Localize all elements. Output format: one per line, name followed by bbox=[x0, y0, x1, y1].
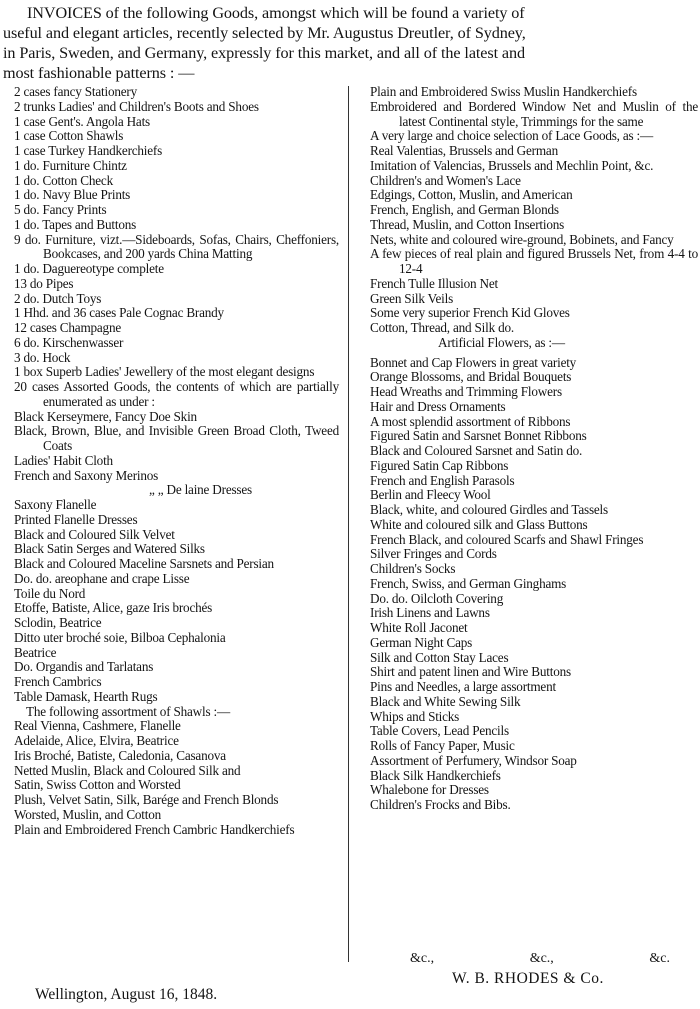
goods-item: Printed Flanelle Dresses bbox=[14, 511, 138, 527]
goods-item: Bonnet and Cap Flowers in great variety bbox=[370, 354, 577, 370]
goods-item: 1 do. Furniture Chintz bbox=[14, 157, 127, 173]
goods-item: Children's Frocks and Bibs. bbox=[370, 797, 511, 812]
intro-paragraph bbox=[3, 3, 697, 83]
goods-item: Thread, Muslin, and Cotton Insertions bbox=[370, 216, 565, 232]
goods-item: 2 cases fancy Stationery bbox=[14, 84, 137, 99]
goods-item: Rolls of Fancy Paper, Music bbox=[370, 738, 515, 753]
goods-item: Green Silk Veils bbox=[370, 290, 454, 306]
goods-item: Irish Linens and Lawns bbox=[370, 605, 490, 621]
etc-mark: &c., bbox=[529, 951, 554, 966]
goods-item: French Cambrics bbox=[14, 674, 102, 689]
goods-item: Saxony Flanelle bbox=[14, 497, 97, 512]
goods-item: 1 box Superb Ladies' Jewellery of the most elegant designs bbox=[14, 364, 315, 380]
goods-item: Hair and Dress Ornaments bbox=[370, 398, 506, 414]
goods-item: 1 case Turkey Handkerchiefs bbox=[14, 143, 163, 158]
goods-item: A most splendid assortment of Ribbons bbox=[370, 413, 571, 429]
goods-item: Silver Fringes and Cords bbox=[370, 546, 497, 562]
goods-item: Whips and Sticks bbox=[370, 708, 460, 724]
goods-item: Real Vienna, Cashmere, Flanelle bbox=[14, 718, 181, 734]
goods-item: 1 do. Navy Blue Prints bbox=[14, 187, 131, 203]
goods-item: Real Valentias, Brussels and German bbox=[370, 143, 558, 158]
goods-item: Figured Satin and Sarsnet Bonnet Ribbons bbox=[370, 428, 587, 444]
goods-item: Table Covers, Lead Pencils bbox=[370, 723, 509, 739]
goods-item: 12 cases Champagne bbox=[14, 320, 121, 335]
goods-item: Sclodin, Beatrice bbox=[14, 615, 102, 630]
goods-item: Plush, Velvet Satin, Silk, Barége and French Blonds bbox=[14, 792, 279, 807]
goods-item: Black, white, and coloured Girdles and Tassels bbox=[370, 502, 608, 517]
goods-item: 2 trunks Ladies' and Children's Boots and Shoes bbox=[14, 98, 259, 114]
goods-item: Nets, white and coloured wire-ground, Bobinets, and Fancy bbox=[370, 231, 674, 247]
goods-item: French Black, and coloured Scarfs and Shawl Fringes bbox=[370, 531, 644, 547]
goods-item: 1 do. Cotton Check bbox=[14, 172, 113, 188]
goods-item: French, English, and German Blonds bbox=[370, 202, 559, 217]
goods-item: Plain and Embroidered Swiss Muslin Handkerchiefs bbox=[370, 84, 637, 99]
goods-item: A very large and choice selection of Lace Goods, as :— bbox=[370, 128, 654, 144]
goods-item: Some very superior French Kid Gloves bbox=[370, 305, 570, 321]
goods-item: 1 do. Tapes and Buttons bbox=[14, 216, 137, 232]
goods-item: Black and Coloured Sarsnet and Satin do. bbox=[370, 443, 583, 458]
goods-item: Orange Blossoms, and Bridal Bouquets bbox=[370, 369, 572, 385]
goods-item: White and coloured silk and Glass Buttons bbox=[370, 516, 588, 532]
goods-item: Black and Coloured Silk Velvet bbox=[14, 526, 175, 542]
goods-item: Pins and Needles, a large assortment bbox=[370, 679, 556, 694]
goods-item: 1 Hhd. and 36 cases Pale Cognac Brandy bbox=[14, 305, 224, 321]
goods-item: Children's and Women's Lace bbox=[370, 172, 521, 188]
goods-item: A few pieces of real plain and figured Brussels Net, from 4-4 to 12-4 bbox=[370, 246, 698, 276]
goods-item: Embroidered and Bordered Window Net and Muslin of the latest Continental style, Trimmings for the same bbox=[370, 98, 698, 129]
goods-item: The following assortment of Shawls :— bbox=[26, 703, 230, 719]
goods-item: Figured Satin Cap Ribbons bbox=[370, 457, 509, 473]
goods-item: 1 case Cotton Shawls bbox=[14, 128, 124, 144]
goods-item: 1 do. Daguereotype complete bbox=[14, 261, 164, 276]
goods-item: Silk and Cotton Stay Laces bbox=[370, 649, 509, 665]
goods-item: Iris Broché, Batiste, Caledonia, Casanova bbox=[14, 747, 226, 763]
goods-item: Assortment of Perfumery, Windsor Soap bbox=[370, 752, 577, 768]
goods-item: Ditto uter broché soie, Bilboa Cephalonia bbox=[14, 629, 226, 645]
goods-item: Cotton, Thread, and Silk do. bbox=[370, 320, 514, 335]
goods-item: „ „ De laine Dresses bbox=[149, 482, 252, 498]
intro-line: INVOICES of the following Goods, amongst which will be found a variety of bbox=[27, 4, 525, 22]
right-goods-column bbox=[370, 85, 698, 813]
goods-item: Black Satin Serges and Watered Silks bbox=[14, 541, 205, 557]
goods-item: French and English Parasols bbox=[370, 472, 515, 488]
goods-item: Whalebone for Dresses bbox=[370, 782, 489, 798]
goods-item: Do. Organdis and Tarlatans bbox=[14, 659, 154, 675]
goods-item: 1 case Gent's. Angola Hats bbox=[14, 113, 150, 129]
goods-item: 13 do Pipes bbox=[14, 275, 74, 291]
goods-item: Children's Socks bbox=[370, 561, 456, 576]
intro-line: useful and elegant articles, recently selected by Mr. Augustus Dreutler, of Sydney, bbox=[3, 24, 526, 42]
goods-item: White Roll Jaconet bbox=[370, 620, 468, 635]
goods-item: Worsted, Muslin, and Cotton bbox=[14, 806, 162, 822]
column-divider bbox=[348, 86, 349, 962]
goods-item: Black and Coloured Maceline Sarsnets and Persian bbox=[14, 556, 274, 571]
merchant-signature: W. B. RHODES & Co. bbox=[452, 970, 604, 987]
goods-item: Do. do. Oilcloth Covering bbox=[370, 590, 504, 606]
goods-item: Shirt and patent linen and Wire Buttons bbox=[370, 664, 571, 680]
goods-item: French, Swiss, and German Ginghams bbox=[370, 575, 567, 591]
goods-item: 6 do. Kirschenwasser bbox=[14, 334, 124, 350]
goods-item: French and Saxony Merinos bbox=[14, 467, 159, 483]
goods-item: Etoffe, Batiste, Alice, gaze Iris brochés bbox=[14, 600, 213, 616]
goods-item: 9 do. Furniture, vizt.—Sideboards, Sofas, Chairs, Cheffoniers, Bookcases, and 200 yards China Matting bbox=[14, 231, 339, 262]
goods-item: Artificial Flowers, as :— bbox=[438, 334, 565, 350]
goods-item: Edgings, Cotton, Muslin, and American bbox=[370, 187, 573, 203]
intro-line: in Paris, Sweden, and Germany, expressly for this market, and all of the latest and bbox=[3, 44, 525, 62]
etcetera-line bbox=[410, 951, 670, 967]
goods-item: 20 cases Assorted Goods, the contents of which are partially enumerated as under : bbox=[14, 379, 339, 409]
goods-item: Do. do. areophane and crape Lisse bbox=[14, 570, 190, 586]
goods-item: Imitation of Valencias, Brussels and Mechlin Point, &c. bbox=[370, 157, 654, 173]
goods-item: Satin, Swiss Cotton and Worsted bbox=[14, 777, 181, 793]
goods-item: Table Damask, Hearth Rugs bbox=[14, 688, 158, 704]
goods-item: Black Kerseymere, Fancy Doe Skin bbox=[14, 408, 197, 424]
goods-item: Beatrice bbox=[14, 644, 57, 660]
goods-item: French Tulle Illusion Net bbox=[370, 275, 498, 291]
etc-mark: &c., bbox=[410, 951, 435, 966]
etc-mark: &c. bbox=[649, 951, 670, 966]
goods-item: 5 do. Fancy Prints bbox=[14, 202, 107, 217]
goods-item: German Night Caps bbox=[370, 634, 473, 650]
goods-item: 2 do. Dutch Toys bbox=[14, 290, 102, 306]
goods-item: Black and White Sewing Silk bbox=[370, 693, 521, 709]
dateline: Wellington, August 16, 1848. bbox=[35, 986, 218, 1003]
left-goods-column bbox=[14, 85, 339, 837]
goods-item: Black Silk Handkerchiefs bbox=[370, 767, 501, 783]
goods-item: Plain and Embroidered French Cambric Handkerchiefs bbox=[14, 821, 295, 837]
goods-item: Toile du Nord bbox=[14, 585, 86, 601]
goods-item: Adelaide, Alice, Elvira, Beatrice bbox=[14, 733, 179, 748]
goods-item: 3 do. Hock bbox=[14, 349, 71, 365]
goods-item: Black, Brown, Blue, and Invisible Green Broad Cloth, Tweed Coats bbox=[14, 423, 339, 453]
goods-item: Ladies' Habit Cloth bbox=[14, 452, 113, 468]
goods-item: Berlin and Fleecy Wool bbox=[370, 487, 491, 503]
intro-line: most fashionable patterns : — bbox=[3, 64, 195, 82]
goods-item: Netted Muslin, Black and Coloured Silk and bbox=[14, 762, 241, 778]
goods-item: Head Wreaths and Trimming Flowers bbox=[370, 384, 562, 399]
